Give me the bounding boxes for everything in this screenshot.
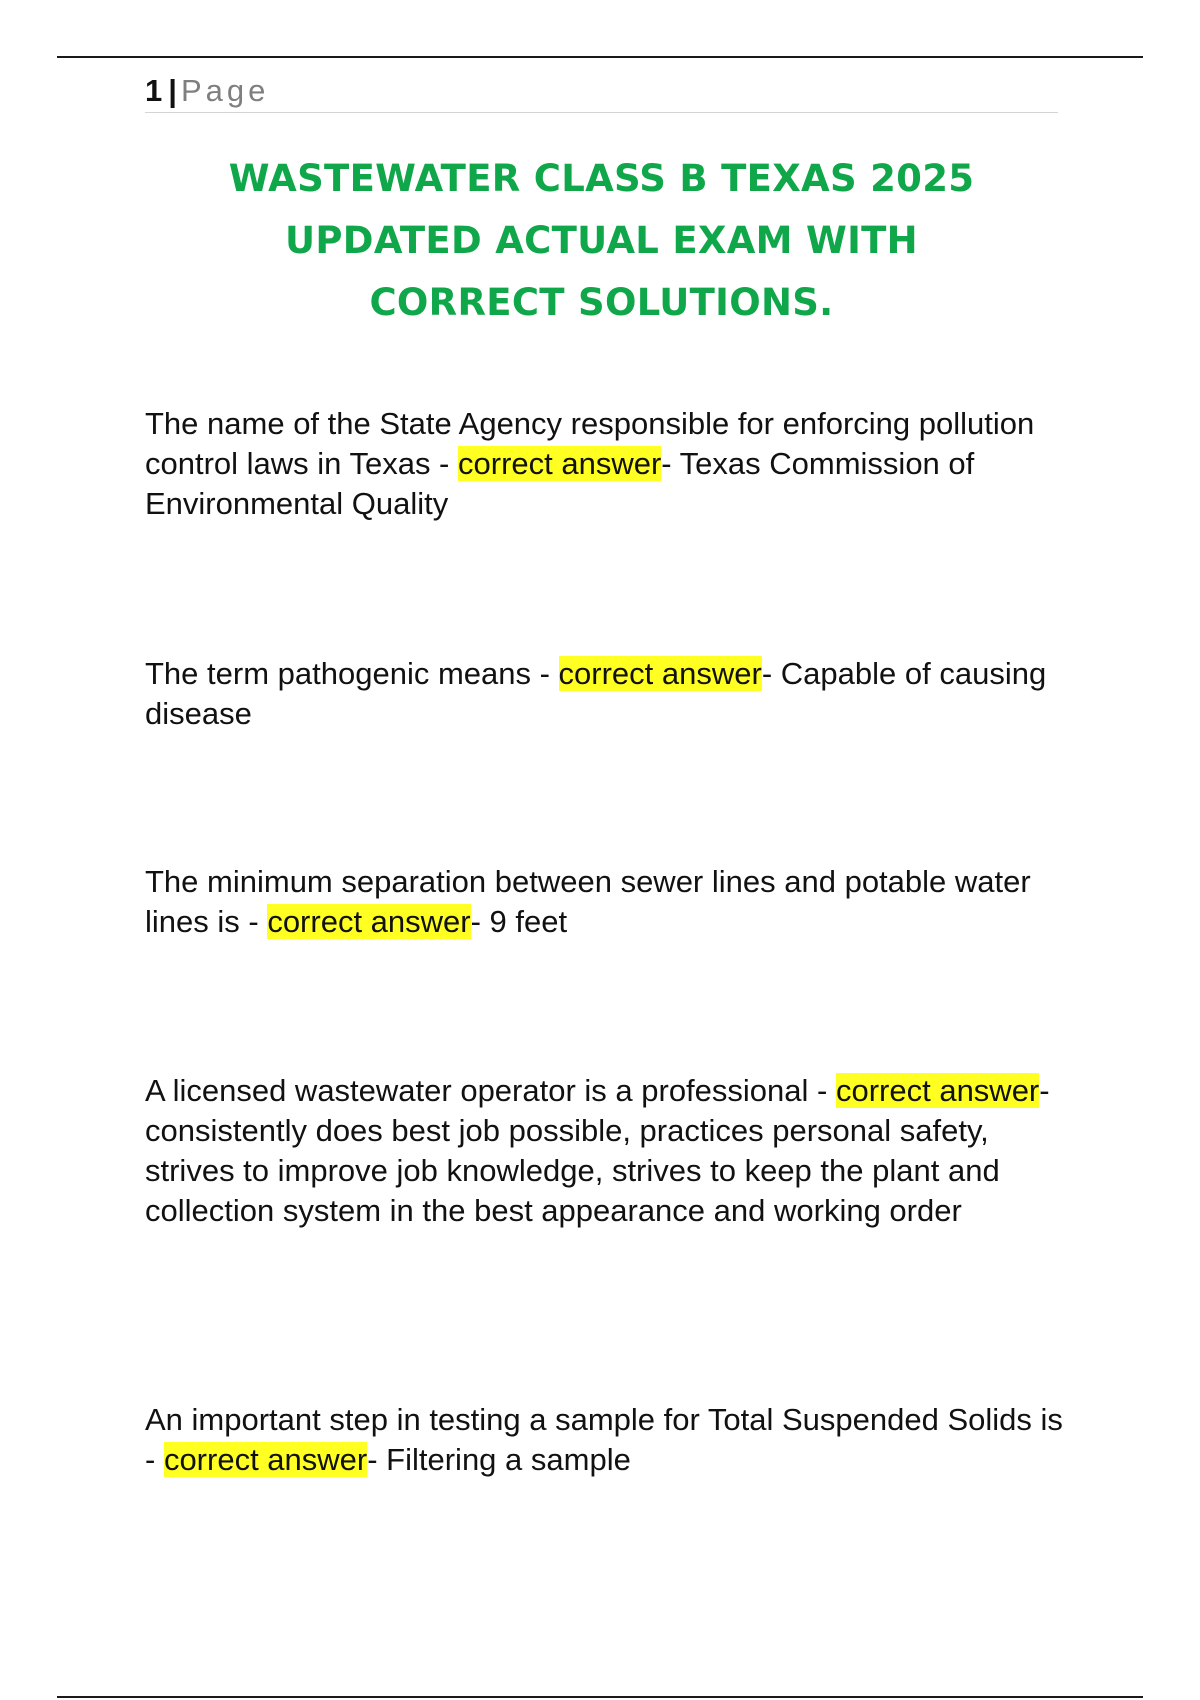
answer-marker: correct answer (558, 656, 762, 691)
answer-marker: correct answer (458, 446, 662, 481)
qa-item (145, 654, 1065, 734)
document-title (145, 148, 1058, 334)
page-header (145, 70, 1058, 113)
qa-item (145, 1400, 1065, 1480)
top-rule (57, 56, 1143, 58)
question-text: The name of the State Agency responsible for enforcing pollution control laws in Texas - (145, 406, 1035, 481)
page-number: 1 (145, 73, 163, 108)
answer-marker: correct answer (267, 904, 471, 939)
question-text: A licensed wastewater operator is a professional - (145, 1073, 836, 1108)
question-text: An important step in testing a sample for Total Suspended Solids is - (145, 1402, 1063, 1477)
title-line-2: UPDATED ACTUAL EXAM WITH (285, 219, 918, 262)
title-line-3: CORRECT SOLUTIONS. (369, 281, 834, 324)
answer-text: - 9 feet (470, 904, 568, 939)
answer-marker: correct answer (163, 1442, 368, 1477)
qa-item (145, 862, 1065, 942)
question-text: The term pathogenic means - (145, 656, 559, 691)
answer-text: - Filtering a sample (367, 1442, 631, 1477)
bottom-rule (57, 1696, 1143, 1698)
page-label: Page (180, 73, 270, 108)
answer-text: - Capable of causing disease (145, 656, 1047, 731)
answer-text: - Texas Commission of Environmental Quality (145, 446, 975, 521)
answer-text: - consistently does best job possible, practices personal safety, strives to improve job knowledge, strives to keep the plant and collection system in the best appearance and working order (145, 1073, 1050, 1228)
question-text: The minimum separation between sewer lines and potable water lines is - (145, 864, 1031, 939)
title-line-1: WASTEWATER CLASS B TEXAS 2025 (228, 157, 975, 200)
qa-item (145, 404, 1065, 524)
page-separator: | (168, 73, 177, 108)
answer-marker: correct answer (835, 1073, 1040, 1108)
qa-item (145, 1071, 1065, 1231)
